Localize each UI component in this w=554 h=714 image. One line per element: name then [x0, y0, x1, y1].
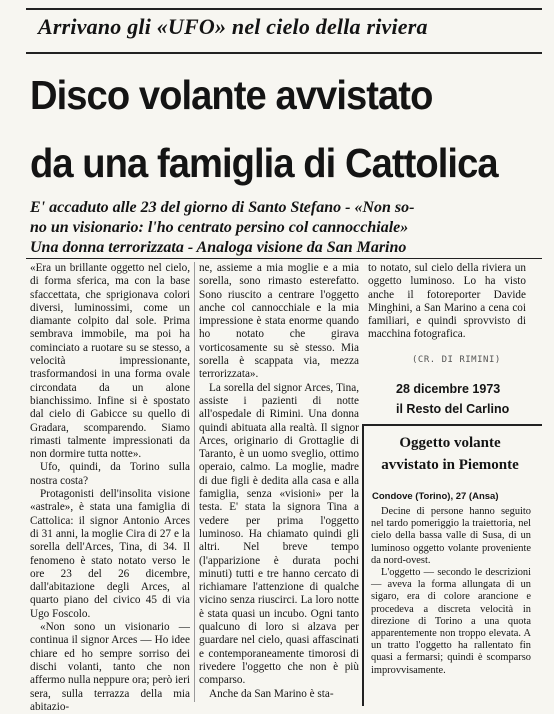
clipping-stamp: (CR. DI RIMINI)	[412, 355, 501, 365]
clipping-dateline	[396, 379, 509, 419]
kicker: Arrivano gli «UFO» nel cielo della riviera	[38, 14, 428, 39]
subheadline	[30, 198, 530, 258]
article-paragraph: La sorella del signor Arces, Tina, assiste i pazienti di notte all'ospedale di Rimini. Una donna quindi abituata alla realtà. Il signor Arces, originario di Grottaglie di Taranto, è un uomo sveglio, ottimo operaio, calmo. La moglie, madre di due figli è dedita alla casa e alla famiglia, senza «visioni» per la testa. E' stata la signora Tina a vedere per prima l'oggetto luminoso. Ha chiamato quindi gli altri. Nel breve tempo (l'apparizione è durata pochi minuti) tutti e tre hanno cercato di richiamare l'attenzione di qualche vicino senza riuscirci. La loro notte è stata quasi un incubo. Ogni tanto qualcuno di loro si alzava per guardare nel cielo, quasi affascinati e contemporaneamente timorosi di rivedere l'oggetto che non è più comparso.	[199, 381, 359, 687]
article-paragraph: «Non sono un visionario — continua il signor Arces — Ho idee chiare ed ho sempre sorriso dei dischi volanti, tanto che non affermo nulla neppure ora; però ieri sera, sulla terrazza della mia abitazio-	[30, 621, 190, 713]
article-paragraph: «Era un brillante oggetto nel cielo, di forma sferica, ma con la base sfaccettata, che sprigionava colori diversi, luminossimi, come un diamante colpito dal sole. Prima sembrava immobile, ma poi ha cominciato a ruotare su se stesso, a velocità impressionante, trasformandosi in una forma ovale circondata da un alone bianchissimo. Infine si è spostato dal cielo di Gabicce su quello di Gradara, scomparendo. Siamo rimasti talmente impressionati da non dormire tutta notte».	[30, 262, 190, 461]
top-rule	[26, 8, 542, 10]
article-paragraph: to notato, sul cielo della riviera un oggetto luminoso. Lo ha visto anche il fotoreporter Davide Minghini, a San Marino a cena coi familiari, e quindi sprovvisto di macchina fotografica.	[368, 262, 526, 341]
subheadline-line: Una donna terrorizzata - Analoga visione da San Marino	[30, 239, 407, 256]
sidebar-title	[368, 432, 532, 476]
headline-line-1: Disco volante avvistato	[30, 72, 433, 118]
article-paragraph: Anche da San Marino è sta-	[209, 687, 334, 700]
sidebar-body	[371, 506, 531, 677]
sidebar-paragraph: Decine di persone hanno seguito nel tardo pomeriggio la traiettoria, nel cielo della bassa valle di Susa, di un luminoso oggetto volante proveniente da nord-ovest.	[371, 506, 531, 566]
clipping-date: 28 dicembre 1973	[396, 382, 501, 396]
sidebar-source: Condove (Torino), 27 (Ansa)	[372, 491, 499, 502]
sidebar-paragraph: L'oggetto — secondo le descrizioni — aveva la forma allungata di un sigaro, era di colore arancione e procedeva a discreta velocità in direzione di Torino a una quota apparentemente non troppo elevata. A un tratto l'oggetto ha rallentato fin quasi a fermarsi; quindi è scomparso improvvisamente.	[371, 567, 531, 676]
subheadline-line: E' accaduto alle 23 del giorno di Santo Stefano - «Non so-	[30, 199, 415, 216]
subheadline-line: no un visionario: l'ho centrato persino col cannocchiale»	[30, 219, 409, 236]
article-paragraph: Ufo, quindi, da Torino sulla nostra costa?	[30, 461, 190, 487]
headline-line-2: da una famiglia di Cattolica	[30, 140, 498, 186]
subheadline-rule	[26, 258, 542, 259]
article-column-2	[199, 262, 359, 701]
kicker-rule	[26, 52, 542, 54]
article-column-1	[30, 262, 190, 714]
sidebar-title-line: Oggetto volante	[399, 435, 501, 451]
article-column-3	[368, 262, 526, 342]
article-paragraph: Protagonisti dell'insolita visione «astrale», è stata una famiglia di Cattolica: il signor Antonio Arces di 31 anni, la moglie Cira di 27 e la sorella dell'Arces, Tina, di 34. Il fenomeno è stato notato verso le ore 23 del 26 dicembre, dall'abitazione degli Arces, al quarto piano del civico 45 di via Ugo Foscolo.	[30, 488, 190, 620]
newspaper-name: il Resto del Carlino	[396, 402, 510, 416]
column-divider	[194, 262, 195, 702]
sidebar-title-line: avvistato in Piemonte	[381, 457, 519, 473]
article-paragraph: ne, assieme a mia moglie e a mia sorella, sono rimasto esterefatto. Sono riuscito a centrare l'oggetto anche col cannocchiale e la mia impressione è stata enorme quando ho notato che girava vorticosamente su sè stesso. Mia sorella è scappata via, mezza terrorizzata».	[199, 262, 359, 381]
